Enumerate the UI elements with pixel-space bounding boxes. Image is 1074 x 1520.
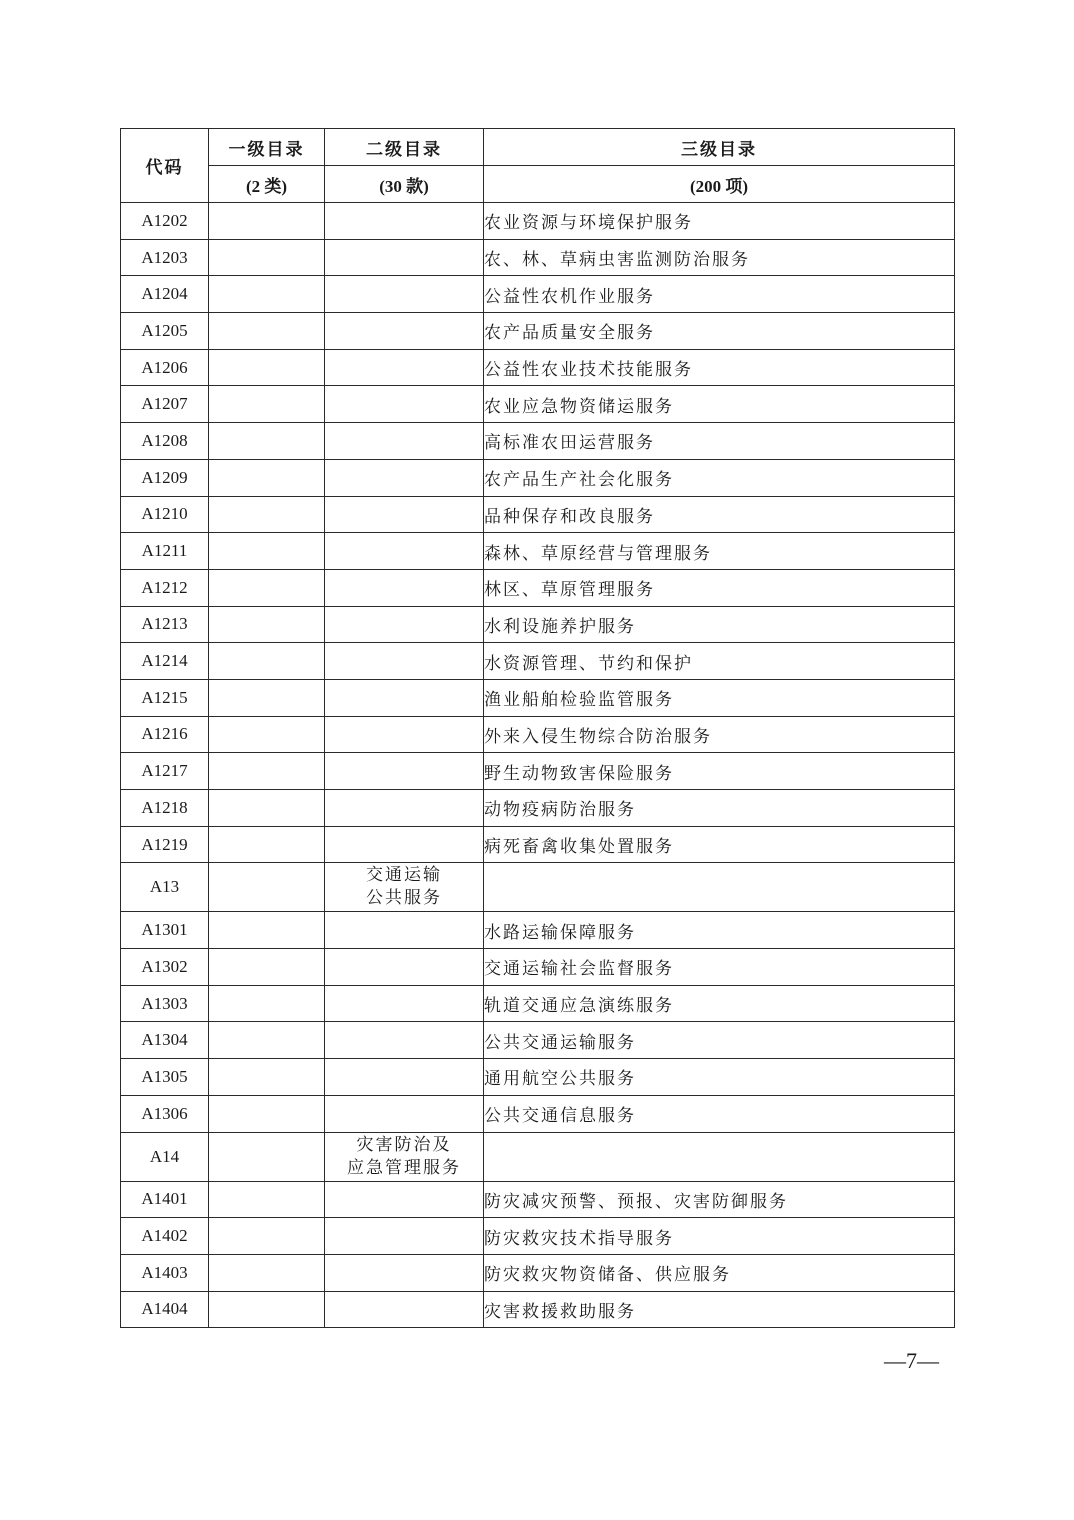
- row-level2: [325, 496, 484, 533]
- row-code: A1403: [121, 1254, 209, 1291]
- row-level2: [325, 826, 484, 863]
- row-level2: [325, 1059, 484, 1096]
- row-level1: [209, 753, 325, 790]
- row-code: A13: [121, 863, 209, 912]
- row-code: A1216: [121, 716, 209, 753]
- row-level2: [325, 1218, 484, 1255]
- row-level3: 农业资源与环境保护服务: [484, 203, 955, 240]
- row-level1: [209, 459, 325, 496]
- row-level1: [209, 1095, 325, 1132]
- level2-line: 灾害防治及: [356, 1134, 452, 1155]
- row-level1: [209, 496, 325, 533]
- row-level1: [209, 985, 325, 1022]
- row-level1: [209, 1132, 325, 1181]
- row-level3: 防灾救灾物资储备、供应服务: [484, 1254, 955, 1291]
- row-level1: [209, 606, 325, 643]
- header-level2: 二级目录: [325, 129, 484, 166]
- header-level1-count: (2 类): [209, 166, 325, 203]
- row-level3: 野生动物致害保险服务: [484, 753, 955, 790]
- row-level1: [209, 1218, 325, 1255]
- table-row: [121, 423, 955, 460]
- row-level1: [209, 349, 325, 386]
- table-row: [121, 313, 955, 350]
- row-level1: [209, 239, 325, 276]
- row-code: A1204: [121, 276, 209, 313]
- row-level3: 农产品质量安全服务: [484, 313, 955, 350]
- row-code: A1206: [121, 349, 209, 386]
- row-level3: 水利设施养护服务: [484, 606, 955, 643]
- row-level3: 农产品生产社会化服务: [484, 459, 955, 496]
- row-code: A1202: [121, 203, 209, 240]
- row-level1: [209, 386, 325, 423]
- row-code: A1203: [121, 239, 209, 276]
- page-number: —7—: [884, 1348, 939, 1373]
- table-row: [121, 826, 955, 863]
- table-row: [121, 1095, 955, 1132]
- table-row: [121, 1059, 955, 1096]
- row-level2: [325, 423, 484, 460]
- row-level2: [325, 1022, 484, 1059]
- row-level2: [325, 203, 484, 240]
- row-level1: [209, 1291, 325, 1328]
- row-level1: [209, 1059, 325, 1096]
- row-level1: [209, 423, 325, 460]
- row-level3: 林区、草原管理服务: [484, 569, 955, 606]
- row-level3: 水路运输保障服务: [484, 912, 955, 949]
- row-code: A1212: [121, 569, 209, 606]
- table-row: [121, 203, 955, 240]
- row-level1: [209, 679, 325, 716]
- row-level1: [209, 276, 325, 313]
- row-level2: [325, 863, 484, 912]
- row-level3: 病死畜禽收集处置服务: [484, 826, 955, 863]
- header-level3: 三级目录: [484, 129, 955, 166]
- row-level2: [325, 1291, 484, 1328]
- row-level2: [325, 606, 484, 643]
- row-level2: [325, 533, 484, 570]
- table-row: [121, 1132, 955, 1181]
- row-code: A1210: [121, 496, 209, 533]
- row-level1: [209, 203, 325, 240]
- row-code: A1217: [121, 753, 209, 790]
- table-row: [121, 349, 955, 386]
- row-level1: [209, 949, 325, 986]
- row-level3: 外来入侵生物综合防治服务: [484, 716, 955, 753]
- row-level3: 农、林、草病虫害监测防治服务: [484, 239, 955, 276]
- row-code: A1207: [121, 386, 209, 423]
- row-level3: 通用航空公共服务: [484, 1059, 955, 1096]
- table-row: [121, 496, 955, 533]
- row-level3: 公益性农业技术技能服务: [484, 349, 955, 386]
- row-level3: [484, 863, 955, 912]
- row-level1: [209, 1022, 325, 1059]
- row-level1: [209, 912, 325, 949]
- row-level1: [209, 1181, 325, 1218]
- table-row: [121, 1022, 955, 1059]
- row-code: A1302: [121, 949, 209, 986]
- row-level1: [209, 569, 325, 606]
- header-row-1: [121, 129, 955, 166]
- row-level2: [325, 569, 484, 606]
- row-level1: [209, 313, 325, 350]
- row-code: A1218: [121, 790, 209, 827]
- table-row: [121, 716, 955, 753]
- row-level3: 公共交通信息服务: [484, 1095, 955, 1132]
- row-code: A1209: [121, 459, 209, 496]
- header-level3-count: (200 项): [484, 166, 955, 203]
- table-row: [121, 1218, 955, 1255]
- row-level1: [209, 533, 325, 570]
- row-code: A1404: [121, 1291, 209, 1328]
- row-code: A1205: [121, 313, 209, 350]
- row-level3: 防灾减灾预警、预报、灾害防御服务: [484, 1181, 955, 1218]
- row-code: A1306: [121, 1095, 209, 1132]
- row-code: A1304: [121, 1022, 209, 1059]
- catalog-table: [120, 128, 955, 1328]
- table-row: [121, 386, 955, 423]
- row-code: A1303: [121, 985, 209, 1022]
- row-level3: 防灾救灾技术指导服务: [484, 1218, 955, 1255]
- table-row: [121, 912, 955, 949]
- row-level1: [209, 1254, 325, 1291]
- row-level3: 灾害救援救助服务: [484, 1291, 955, 1328]
- row-level2: [325, 753, 484, 790]
- level2-line: 交通运输: [366, 865, 442, 886]
- row-level2: [325, 276, 484, 313]
- row-level1: [209, 790, 325, 827]
- row-code: A1401: [121, 1181, 209, 1218]
- row-code: A1219: [121, 826, 209, 863]
- row-level2: [325, 313, 484, 350]
- row-level3: 森林、草原经营与管理服务: [484, 533, 955, 570]
- row-code: A14: [121, 1132, 209, 1181]
- table-row: [121, 276, 955, 313]
- row-level2: [325, 459, 484, 496]
- table-row: [121, 863, 955, 912]
- row-level3: 交通运输社会监督服务: [484, 949, 955, 986]
- row-level1: [209, 826, 325, 863]
- table-row: [121, 459, 955, 496]
- table-row: [121, 949, 955, 986]
- row-code: A1214: [121, 643, 209, 680]
- table-row: [121, 533, 955, 570]
- row-level3: 公益性农机作业服务: [484, 276, 955, 313]
- table-row: [121, 753, 955, 790]
- table-row: [121, 790, 955, 827]
- row-level3: 动物疫病防治服务: [484, 790, 955, 827]
- row-level3: 轨道交通应急演练服务: [484, 985, 955, 1022]
- table-row: [121, 239, 955, 276]
- table-row: [121, 569, 955, 606]
- row-level2: [325, 949, 484, 986]
- row-level1: [209, 643, 325, 680]
- row-level3: 水资源管理、节约和保护: [484, 643, 955, 680]
- table-row: [121, 643, 955, 680]
- table-row: [121, 606, 955, 643]
- row-level3: 高标准农田运营服务: [484, 423, 955, 460]
- row-code: A1213: [121, 606, 209, 643]
- row-code: A1301: [121, 912, 209, 949]
- row-code: A1402: [121, 1218, 209, 1255]
- row-level2: [325, 912, 484, 949]
- row-code: A1305: [121, 1059, 209, 1096]
- row-level2: [325, 679, 484, 716]
- table-row: [121, 1254, 955, 1291]
- row-level2: [325, 349, 484, 386]
- row-level2: [325, 1132, 484, 1181]
- row-level2: [325, 239, 484, 276]
- row-code: A1208: [121, 423, 209, 460]
- row-level2: [325, 790, 484, 827]
- table-row: [121, 985, 955, 1022]
- header-code: 代码: [121, 129, 209, 203]
- row-code: A1211: [121, 533, 209, 570]
- row-level1: [209, 863, 325, 912]
- table-row: [121, 679, 955, 716]
- row-level3: 渔业船舶检验监管服务: [484, 679, 955, 716]
- header-level2-count: (30 款): [325, 166, 484, 203]
- header-row-2: [121, 166, 955, 203]
- table-row: [121, 1181, 955, 1218]
- row-level2: [325, 386, 484, 423]
- row-level2: [325, 1254, 484, 1291]
- row-level3: 农业应急物资储运服务: [484, 386, 955, 423]
- row-level2: [325, 985, 484, 1022]
- row-code: A1215: [121, 679, 209, 716]
- row-level3: [484, 1132, 955, 1181]
- row-level2: [325, 1181, 484, 1218]
- row-level2: [325, 643, 484, 680]
- level2-line: 公共服务: [366, 888, 442, 909]
- row-level2: [325, 1095, 484, 1132]
- row-level2: [325, 716, 484, 753]
- table-row: [121, 1291, 955, 1328]
- header-level1: 一级目录: [209, 129, 325, 166]
- level2-line: 应急管理服务: [347, 1157, 461, 1178]
- row-level3: 品种保存和改良服务: [484, 496, 955, 533]
- row-level3: 公共交通运输服务: [484, 1022, 955, 1059]
- row-level1: [209, 716, 325, 753]
